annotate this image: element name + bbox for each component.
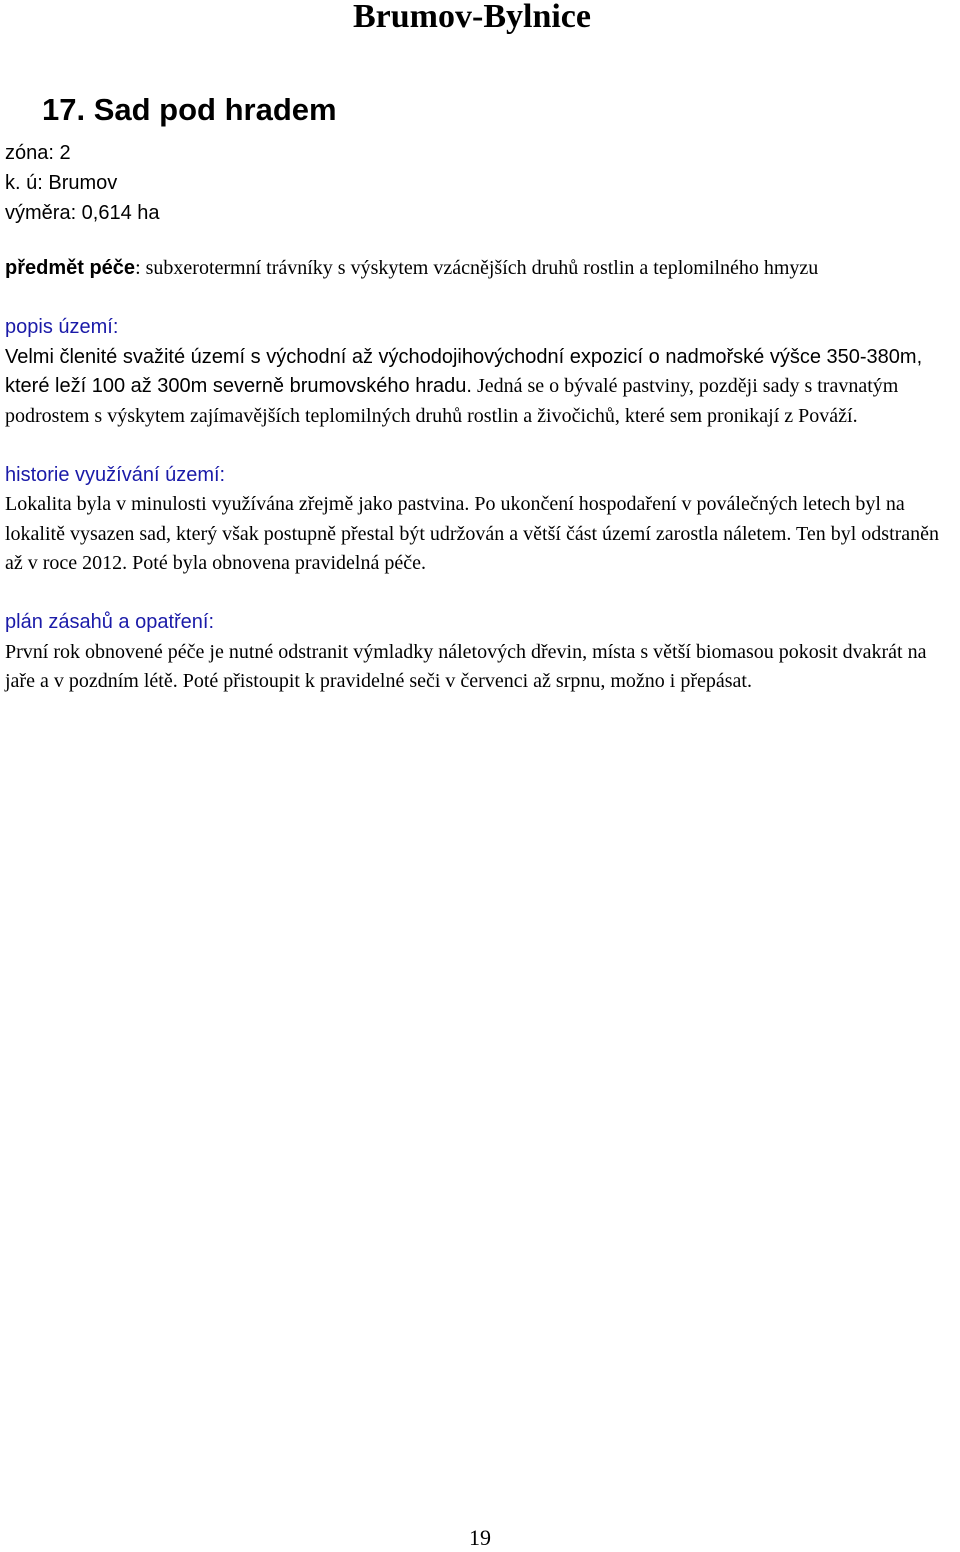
section-area-description: [5, 313, 955, 431]
zone-label: zóna: 2: [5, 142, 71, 164]
care-subject-text: subxerotermní trávníky s výskytem vzácnějších druhů rostlin a teplomilného hmyzu: [145, 257, 819, 279]
land-use-history-heading: historie využívání území:: [5, 463, 226, 486]
management-plan-text: První rok obnovené péče je nutné odstranit výmladky náletových dřevin, místa s větší biomasou pokosit dvakrát na jaře a v pozdním létě. Poté přistoupit k pravidelné seči v červenci až srpnu, možno i přepásat.: [5, 640, 927, 692]
section-management-plan: [5, 608, 955, 697]
document-header-title: Brumov-Bylnice: [353, 0, 591, 35]
document-body: [5, 254, 955, 726]
area-description-text-part2: Jedná se o bývalé pastviny, později sady s travnatým podrostem s výskytem zajímavějších teplomilných druhů rostlin a živočichů, které sem pronikají z Pováží.: [5, 375, 899, 427]
care-subject-heading: předmět péče: [5, 257, 136, 279]
cadastral-area-label: k. ú: Brumov: [5, 172, 118, 194]
management-plan-heading: plán zásahů a opatření:: [5, 611, 215, 633]
land-use-history-text: Lokalita byla v minulosti využívána zřejmě jako pastvina. Po ukončení hospodaření v poválečných letech byl na lokalitě vysazen sad, který však postupně přestal být udržován a větší část území zarostla náletem. Ten byl odstraněn až v roce 2012. Poté byla obnovena pravidelná péče.: [5, 493, 940, 574]
area-description-text-part1: Velmi členité svažité území s východní až východojihovýchodní expozicí o nadmořské výšce 350-380m, které leží 100 až 300m severně brumovského hradu.: [5, 345, 923, 397]
area-description-heading: popis území:: [5, 316, 119, 338]
care-subject-separator: :: [135, 257, 146, 279]
section-care-subject: [5, 254, 955, 284]
site-title: 17. Sad pod hradem: [42, 92, 337, 127]
section-land-use-history: [5, 461, 955, 579]
site-metadata: [5, 138, 160, 228]
area-size-label: výměra: 0,614 ha: [5, 202, 160, 224]
page-number: 19: [469, 1525, 491, 1550]
